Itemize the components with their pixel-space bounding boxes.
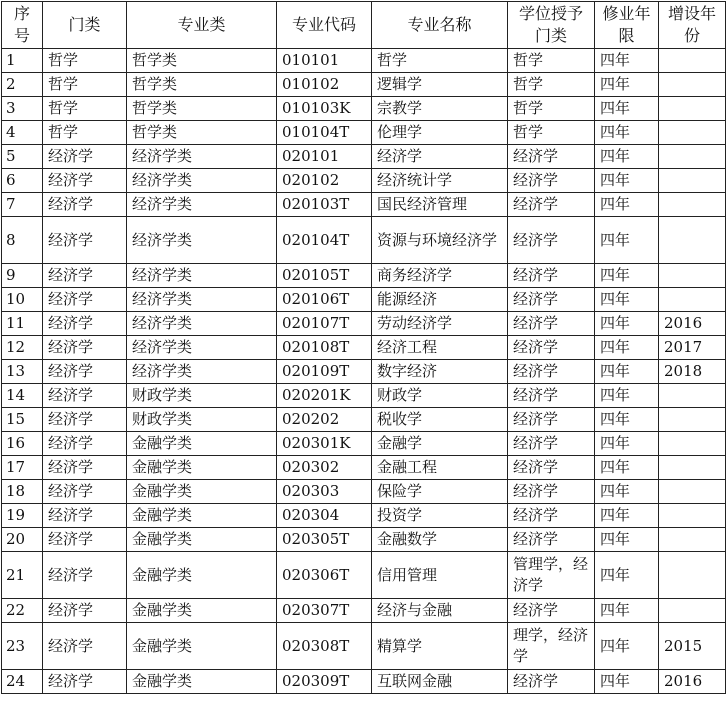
cell-added-year: 2017 <box>659 336 726 360</box>
cell-degree-category: 经济学 <box>508 456 595 480</box>
cell-major-name: 金融工程 <box>372 456 508 480</box>
cell-added-year <box>659 288 726 312</box>
cell-major-name: 经济与金融 <box>372 599 508 623</box>
cell-major-code: 020101 <box>277 145 372 169</box>
cell-index: 12 <box>2 336 43 360</box>
cell-study-years: 四年 <box>595 670 659 694</box>
cell-added-year <box>659 121 726 145</box>
cell-major-class: 哲学类 <box>127 121 277 145</box>
cell-major-code: 020302 <box>277 456 372 480</box>
cell-category: 经济学 <box>43 264 127 288</box>
cell-added-year <box>659 217 726 264</box>
cell-study-years: 四年 <box>595 49 659 73</box>
cell-major-class: 经济学类 <box>127 145 277 169</box>
cell-study-years: 四年 <box>595 480 659 504</box>
cell-degree-category: 管理学，经济学 <box>508 552 595 599</box>
cell-index: 18 <box>2 480 43 504</box>
cell-study-years: 四年 <box>595 504 659 528</box>
cell-degree-category: 经济学 <box>508 217 595 264</box>
cell-study-years: 四年 <box>595 408 659 432</box>
cell-major-name: 投资学 <box>372 504 508 528</box>
cell-major-name: 商务经济学 <box>372 264 508 288</box>
cell-index: 23 <box>2 623 43 670</box>
table-row <box>2 49 726 73</box>
cell-category: 经济学 <box>43 504 127 528</box>
cell-study-years: 四年 <box>595 599 659 623</box>
cell-category: 经济学 <box>43 360 127 384</box>
cell-degree-category: 经济学 <box>508 312 595 336</box>
cell-major-name: 精算学 <box>372 623 508 670</box>
cell-degree-category: 经济学 <box>508 264 595 288</box>
cell-major-name: 财政学 <box>372 384 508 408</box>
cell-study-years: 四年 <box>595 384 659 408</box>
cell-degree-category: 哲学 <box>508 97 595 121</box>
cell-major-class: 经济学类 <box>127 169 277 193</box>
cell-category: 经济学 <box>43 384 127 408</box>
header-study-years: 修业年限 <box>595 2 659 49</box>
table-row <box>2 432 726 456</box>
cell-study-years: 四年 <box>595 145 659 169</box>
cell-added-year <box>659 384 726 408</box>
cell-category: 经济学 <box>43 670 127 694</box>
cell-added-year <box>659 432 726 456</box>
cell-added-year <box>659 73 726 97</box>
cell-degree-category: 经济学 <box>508 193 595 217</box>
table-row <box>2 145 726 169</box>
cell-study-years: 四年 <box>595 336 659 360</box>
cell-study-years: 四年 <box>595 97 659 121</box>
cell-category: 经济学 <box>43 599 127 623</box>
cell-major-name: 经济统计学 <box>372 169 508 193</box>
cell-added-year <box>659 264 726 288</box>
cell-major-code: 020307T <box>277 599 372 623</box>
table-row <box>2 408 726 432</box>
cell-major-name: 逻辑学 <box>372 73 508 97</box>
cell-degree-category: 经济学 <box>508 432 595 456</box>
cell-degree-category: 经济学 <box>508 288 595 312</box>
cell-major-class: 金融学类 <box>127 528 277 552</box>
cell-category: 经济学 <box>43 528 127 552</box>
cell-degree-category: 经济学 <box>508 360 595 384</box>
cell-added-year <box>659 145 726 169</box>
cell-added-year <box>659 169 726 193</box>
cell-category: 经济学 <box>43 408 127 432</box>
cell-index: 7 <box>2 193 43 217</box>
cell-added-year <box>659 480 726 504</box>
cell-category: 经济学 <box>43 169 127 193</box>
header-row <box>2 2 726 49</box>
cell-degree-category: 哲学 <box>508 49 595 73</box>
cell-major-code: 020106T <box>277 288 372 312</box>
table-row <box>2 623 726 670</box>
cell-major-class: 经济学类 <box>127 217 277 264</box>
cell-major-code: 020102 <box>277 169 372 193</box>
cell-major-name: 金融学 <box>372 432 508 456</box>
table-row <box>2 360 726 384</box>
cell-major-class: 金融学类 <box>127 480 277 504</box>
cell-category: 经济学 <box>43 193 127 217</box>
cell-index: 3 <box>2 97 43 121</box>
cell-degree-category: 经济学 <box>508 480 595 504</box>
cell-degree-category: 经济学 <box>508 408 595 432</box>
cell-major-code: 020107T <box>277 312 372 336</box>
cell-major-name: 信用管理 <box>372 552 508 599</box>
cell-major-class: 金融学类 <box>127 504 277 528</box>
cell-added-year <box>659 408 726 432</box>
cell-major-class: 哲学类 <box>127 73 277 97</box>
cell-major-code: 020108T <box>277 336 372 360</box>
cell-category: 经济学 <box>43 217 127 264</box>
cell-degree-category: 理学，经济学 <box>508 623 595 670</box>
cell-major-class: 经济学类 <box>127 336 277 360</box>
table-row <box>2 504 726 528</box>
cell-added-year <box>659 193 726 217</box>
table-row <box>2 288 726 312</box>
cell-added-year <box>659 528 726 552</box>
cell-study-years: 四年 <box>595 217 659 264</box>
cell-added-year <box>659 599 726 623</box>
cell-study-years: 四年 <box>595 528 659 552</box>
cell-major-name: 互联网金融 <box>372 670 508 694</box>
header-major-class: 专业类 <box>127 2 277 49</box>
cell-study-years: 四年 <box>595 552 659 599</box>
cell-major-code: 020103T <box>277 193 372 217</box>
cell-category: 经济学 <box>43 480 127 504</box>
cell-category: 经济学 <box>43 312 127 336</box>
cell-index: 14 <box>2 384 43 408</box>
cell-major-class: 金融学类 <box>127 552 277 599</box>
table-row <box>2 480 726 504</box>
cell-index: 24 <box>2 670 43 694</box>
cell-major-class: 哲学类 <box>127 49 277 73</box>
cell-added-year <box>659 49 726 73</box>
cell-index: 1 <box>2 49 43 73</box>
table-row <box>2 169 726 193</box>
cell-study-years: 四年 <box>595 312 659 336</box>
cell-category: 经济学 <box>43 623 127 670</box>
cell-major-code: 020202 <box>277 408 372 432</box>
cell-major-code: 020309T <box>277 670 372 694</box>
cell-major-name: 金融数学 <box>372 528 508 552</box>
cell-major-class: 哲学类 <box>127 97 277 121</box>
cell-major-code: 010102 <box>277 73 372 97</box>
table-row <box>2 670 726 694</box>
table-row <box>2 217 726 264</box>
cell-index: 19 <box>2 504 43 528</box>
cell-major-name: 经济学 <box>372 145 508 169</box>
cell-major-code: 020303 <box>277 480 372 504</box>
cell-major-code: 010101 <box>277 49 372 73</box>
cell-major-class: 经济学类 <box>127 288 277 312</box>
cell-added-year: 2015 <box>659 623 726 670</box>
cell-degree-category: 经济学 <box>508 670 595 694</box>
table-row <box>2 121 726 145</box>
table-row <box>2 384 726 408</box>
cell-study-years: 四年 <box>595 456 659 480</box>
cell-added-year <box>659 552 726 599</box>
cell-category: 哲学 <box>43 73 127 97</box>
cell-major-name: 税收学 <box>372 408 508 432</box>
cell-major-code: 020105T <box>277 264 372 288</box>
cell-category: 哲学 <box>43 121 127 145</box>
table-row <box>2 73 726 97</box>
cell-major-class: 金融学类 <box>127 599 277 623</box>
cell-index: 4 <box>2 121 43 145</box>
cell-major-name: 劳动经济学 <box>372 312 508 336</box>
cell-index: 9 <box>2 264 43 288</box>
cell-study-years: 四年 <box>595 121 659 145</box>
cell-major-class: 金融学类 <box>127 432 277 456</box>
cell-degree-category: 经济学 <box>508 528 595 552</box>
table-row <box>2 528 726 552</box>
header-major-name: 专业名称 <box>372 2 508 49</box>
table-row <box>2 599 726 623</box>
cell-major-class: 经济学类 <box>127 264 277 288</box>
cell-added-year: 2016 <box>659 312 726 336</box>
cell-index: 6 <box>2 169 43 193</box>
cell-major-code: 020201K <box>277 384 372 408</box>
cell-category: 经济学 <box>43 432 127 456</box>
cell-major-class: 财政学类 <box>127 408 277 432</box>
cell-degree-category: 经济学 <box>508 169 595 193</box>
table-row <box>2 264 726 288</box>
cell-added-year: 2018 <box>659 360 726 384</box>
cell-index: 10 <box>2 288 43 312</box>
cell-study-years: 四年 <box>595 264 659 288</box>
cell-study-years: 四年 <box>595 288 659 312</box>
cell-major-code: 020305T <box>277 528 372 552</box>
cell-major-name: 保险学 <box>372 480 508 504</box>
cell-index: 20 <box>2 528 43 552</box>
cell-major-name: 能源经济 <box>372 288 508 312</box>
cell-degree-category: 经济学 <box>508 504 595 528</box>
cell-major-class: 经济学类 <box>127 360 277 384</box>
cell-added-year <box>659 504 726 528</box>
table-row <box>2 456 726 480</box>
header-major-code: 专业代码 <box>277 2 372 49</box>
cell-index: 8 <box>2 217 43 264</box>
cell-study-years: 四年 <box>595 169 659 193</box>
cell-index: 21 <box>2 552 43 599</box>
cell-degree-category: 经济学 <box>508 336 595 360</box>
cell-category: 哲学 <box>43 97 127 121</box>
cell-major-class: 金融学类 <box>127 456 277 480</box>
header-degree-category: 学位授予门类 <box>508 2 595 49</box>
cell-major-name: 国民经济管理 <box>372 193 508 217</box>
table-row <box>2 193 726 217</box>
cell-degree-category: 哲学 <box>508 121 595 145</box>
cell-category: 经济学 <box>43 552 127 599</box>
cell-major-class: 经济学类 <box>127 193 277 217</box>
cell-index: 16 <box>2 432 43 456</box>
header-index: 序号 <box>2 2 43 49</box>
cell-major-class: 财政学类 <box>127 384 277 408</box>
cell-study-years: 四年 <box>595 73 659 97</box>
cell-index: 22 <box>2 599 43 623</box>
majors-table <box>1 1 726 694</box>
cell-major-name: 哲学 <box>372 49 508 73</box>
table-body <box>2 49 726 694</box>
cell-major-code: 020109T <box>277 360 372 384</box>
cell-major-code: 020301K <box>277 432 372 456</box>
cell-major-code: 020308T <box>277 623 372 670</box>
cell-added-year: 2016 <box>659 670 726 694</box>
cell-index: 17 <box>2 456 43 480</box>
cell-category: 哲学 <box>43 49 127 73</box>
cell-major-class: 经济学类 <box>127 312 277 336</box>
table-row <box>2 552 726 599</box>
cell-study-years: 四年 <box>595 193 659 217</box>
cell-study-years: 四年 <box>595 623 659 670</box>
cell-major-code: 010104T <box>277 121 372 145</box>
cell-category: 经济学 <box>43 145 127 169</box>
cell-major-name: 资源与环境经济学 <box>372 217 508 264</box>
cell-index: 15 <box>2 408 43 432</box>
cell-index: 2 <box>2 73 43 97</box>
table-row <box>2 97 726 121</box>
cell-added-year <box>659 97 726 121</box>
cell-category: 经济学 <box>43 456 127 480</box>
cell-added-year <box>659 456 726 480</box>
cell-category: 经济学 <box>43 288 127 312</box>
table-row <box>2 336 726 360</box>
cell-major-class: 金融学类 <box>127 623 277 670</box>
cell-major-class: 金融学类 <box>127 670 277 694</box>
cell-major-name: 伦理学 <box>372 121 508 145</box>
cell-major-name: 经济工程 <box>372 336 508 360</box>
cell-degree-category: 哲学 <box>508 73 595 97</box>
cell-major-code: 020304 <box>277 504 372 528</box>
cell-major-code: 020104T <box>277 217 372 264</box>
cell-major-code: 010103K <box>277 97 372 121</box>
cell-major-code: 020306T <box>277 552 372 599</box>
table-row <box>2 312 726 336</box>
cell-index: 11 <box>2 312 43 336</box>
cell-major-name: 数字经济 <box>372 360 508 384</box>
cell-degree-category: 经济学 <box>508 145 595 169</box>
cell-index: 13 <box>2 360 43 384</box>
cell-major-name: 宗教学 <box>372 97 508 121</box>
header-added-year: 增设年份 <box>659 2 726 49</box>
cell-degree-category: 经济学 <box>508 599 595 623</box>
cell-index: 5 <box>2 145 43 169</box>
cell-study-years: 四年 <box>595 360 659 384</box>
cell-study-years: 四年 <box>595 432 659 456</box>
cell-degree-category: 经济学 <box>508 384 595 408</box>
header-category: 门类 <box>43 2 127 49</box>
cell-category: 经济学 <box>43 336 127 360</box>
